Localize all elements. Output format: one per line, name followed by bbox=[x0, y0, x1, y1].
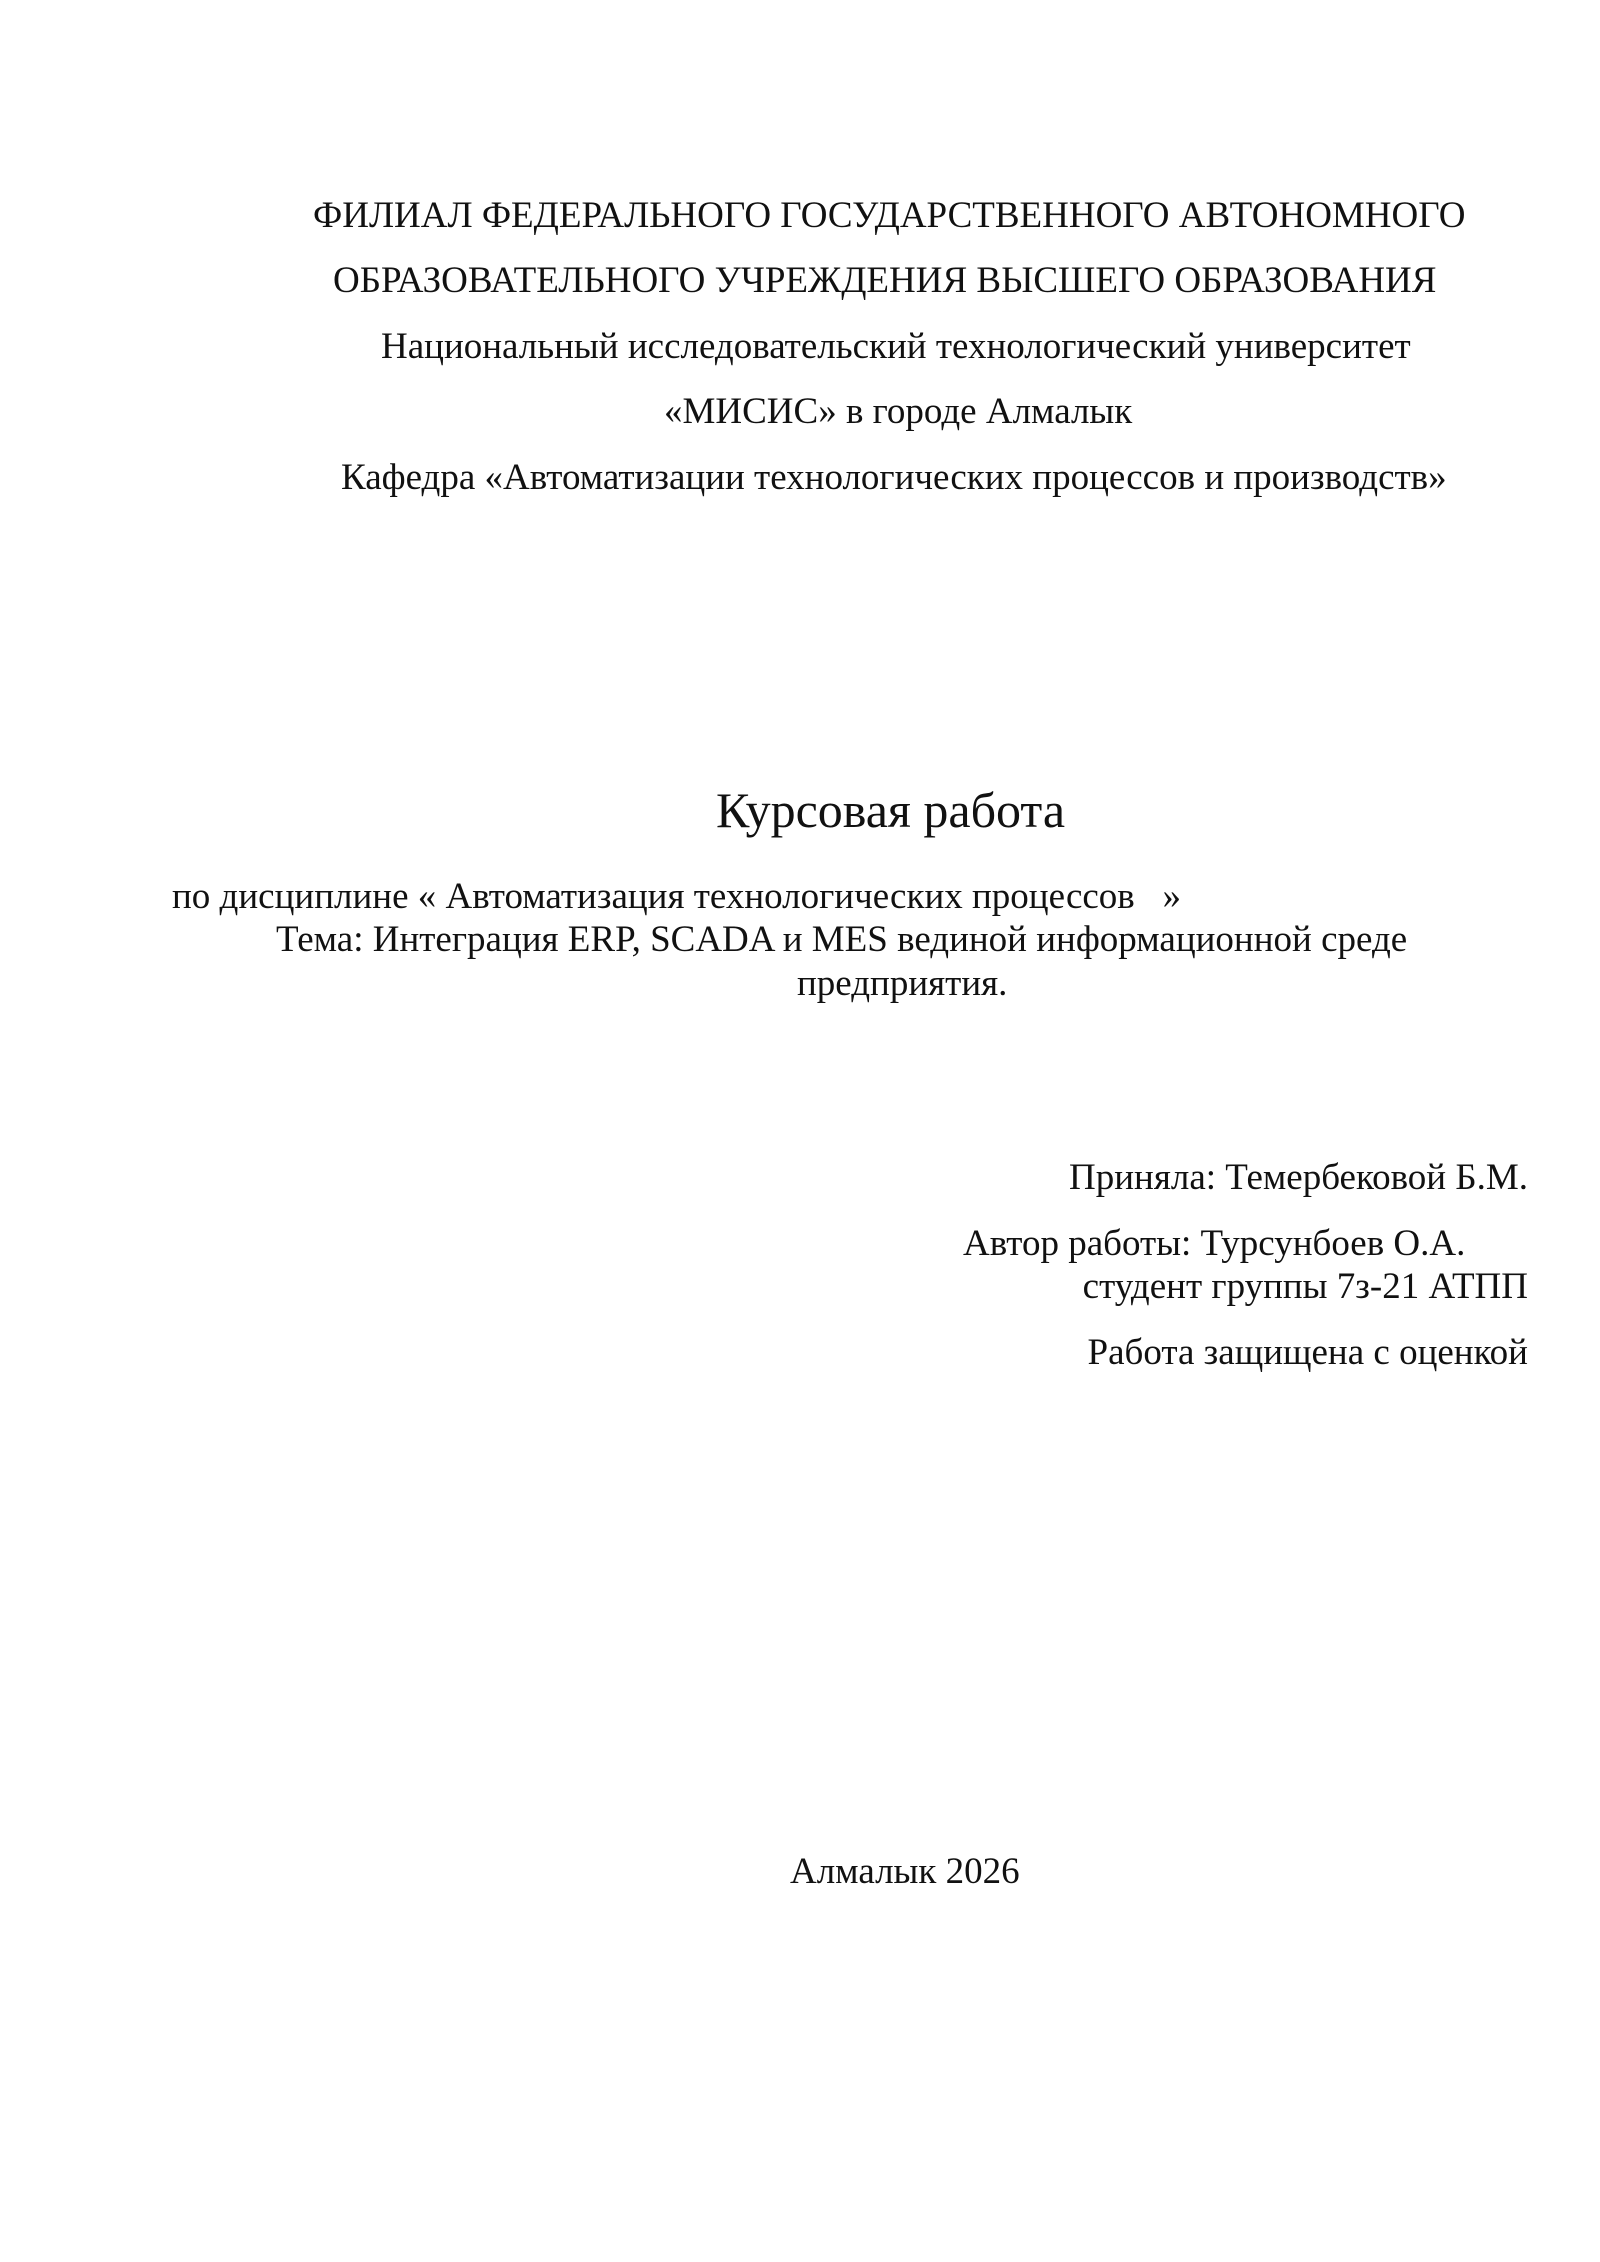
department-name: Кафедра «Автоматизации технологических процессов и производств» bbox=[341, 457, 1447, 498]
institution-line-4: «МИСИС» в городе Алмалык bbox=[664, 391, 1133, 432]
topic-line-2: предприятия. bbox=[797, 963, 1008, 1004]
city-year: Алмалык 2026 bbox=[790, 1851, 1020, 1892]
student-group: студент группы 7з-21 АТПП bbox=[1082, 1266, 1528, 1307]
institution-line-1: ФИЛИАЛ ФЕДЕРАЛЬНОГО ГОСУДАРСТВЕННОГО АВТОНОМНОГО bbox=[313, 195, 1466, 236]
institution-line-3: Национальный исследовательский технологический университет bbox=[381, 326, 1411, 367]
document-title: Курсовая работа bbox=[716, 782, 1066, 838]
accepted-by: Приняла: Темербековой Б.М. bbox=[1069, 1157, 1528, 1198]
institution-line-2: ОБРАЗОВАТЕЛЬНОГО УЧРЕЖДЕНИЯ ВЫСШЕГО ОБРАЗОВАНИЯ bbox=[333, 260, 1437, 301]
topic-line-1: Тема: Интеграция ERP, SCADA и MES вединой информационной среде bbox=[276, 919, 1408, 960]
discipline-line: по дисциплине « Автоматизация технологических процессов » bbox=[172, 876, 1182, 917]
defense-grade: Работа защищена с оценкой bbox=[1087, 1332, 1528, 1373]
author: Автор работы: Турсунбоев О.А. bbox=[963, 1223, 1466, 1264]
